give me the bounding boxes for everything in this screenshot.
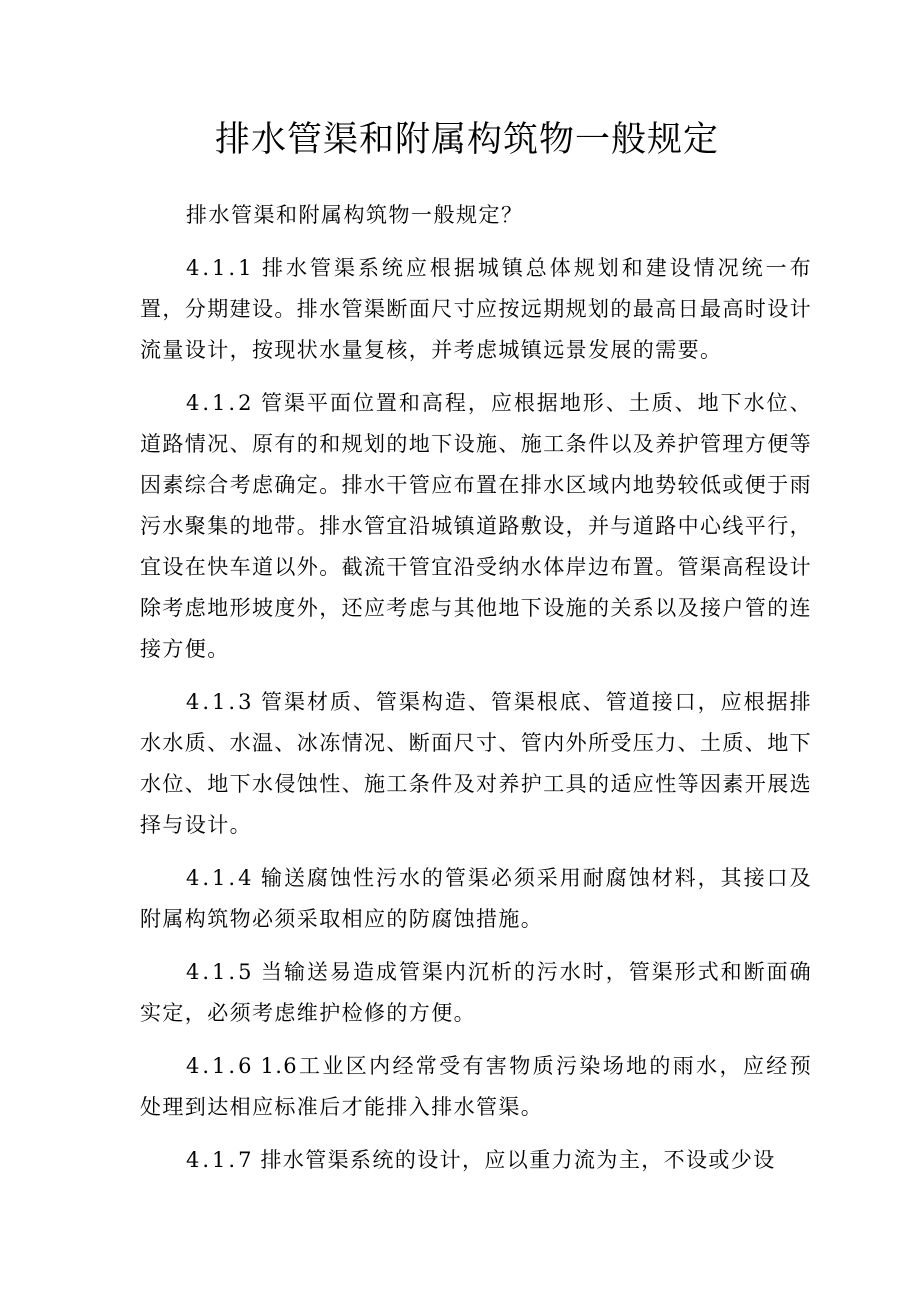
clause-4-1-3 [140,682,812,846]
intro-paragraph: 排水管渠和附属构筑物一般规定？ [186,203,524,227]
clause-4-1-1 [140,248,812,371]
clause-text: 管渠平面位置和高程，应根据地形、土质、地下水位、道路情况、原有的和规划的地下设施、施工条件以及养护管理方便等因素综合考虑确定。排水干管应布置在排水区域内地势较低或便于雨污水聚集的地带。排水管宜沿城镇道路敷设，并与道路中心线平行，宜设在快车道以外。截流干管宜沿受纳水体岸边布置。管渠高程设计除考虑地形坡度外，还应考虑与其他地下设施的关系以及接户管的连接方便。 [140,391,812,661]
clause-4-1-7 [140,1140,812,1181]
clause-text: 1.6工业区内经常受有害物质污染场地的雨水，应经预处理到达相应标准后才能排入排水管渠。 [140,1054,812,1119]
clause-text: 排水管渠系统应根据城镇总体规划和建设情况统一布置，分期建设。排水管渠断面尺寸应按远期规划的最高日最高时设计流量设计，按现状水量复核，并考虑城镇远景发展的需要。 [140,256,812,362]
clause-number: 4.1.7 [186,1148,255,1172]
clause-4-1-4 [140,858,812,940]
clause-number: 4.1.3 [186,690,255,714]
clause-4-1-6 [140,1046,812,1128]
clause-4-1-2 [140,383,812,670]
clause-4-1-5 [140,952,812,1034]
clause-text: 管渠材质、管渠构造、管渠根底、管道接口，应根据排水水质、水温、冰冻情况、断面尺寸、管内外所受压力、土质、地下水位、地下水侵蚀性、施工条件及对养护工具的适应性等因素开展选择与设计。 [140,690,812,837]
clause-text: 当输送易造成管渠内沉析的污水时，管渠形式和断面确实定，必须考虑维护检修的方便。 [140,960,812,1025]
clause-number: 4.1.4 [186,866,255,890]
clause-number: 4.1.5 [186,960,255,984]
clause-number: 4.1.1 [186,256,255,280]
clause-number: 4.1.2 [186,391,255,415]
clause-text: 输送腐蚀性污水的管渠必须采用耐腐蚀材料，其接口及附属构筑物必须采取相应的防腐蚀措施。 [140,866,812,931]
clause-text: 排水管渠系统的设计，应以重力流为主，不设或少设 [260,1148,776,1172]
document-title: 排水管渠和附属构筑物一般规定 [214,120,719,160]
clause-number: 4.1.6 [186,1054,255,1078]
